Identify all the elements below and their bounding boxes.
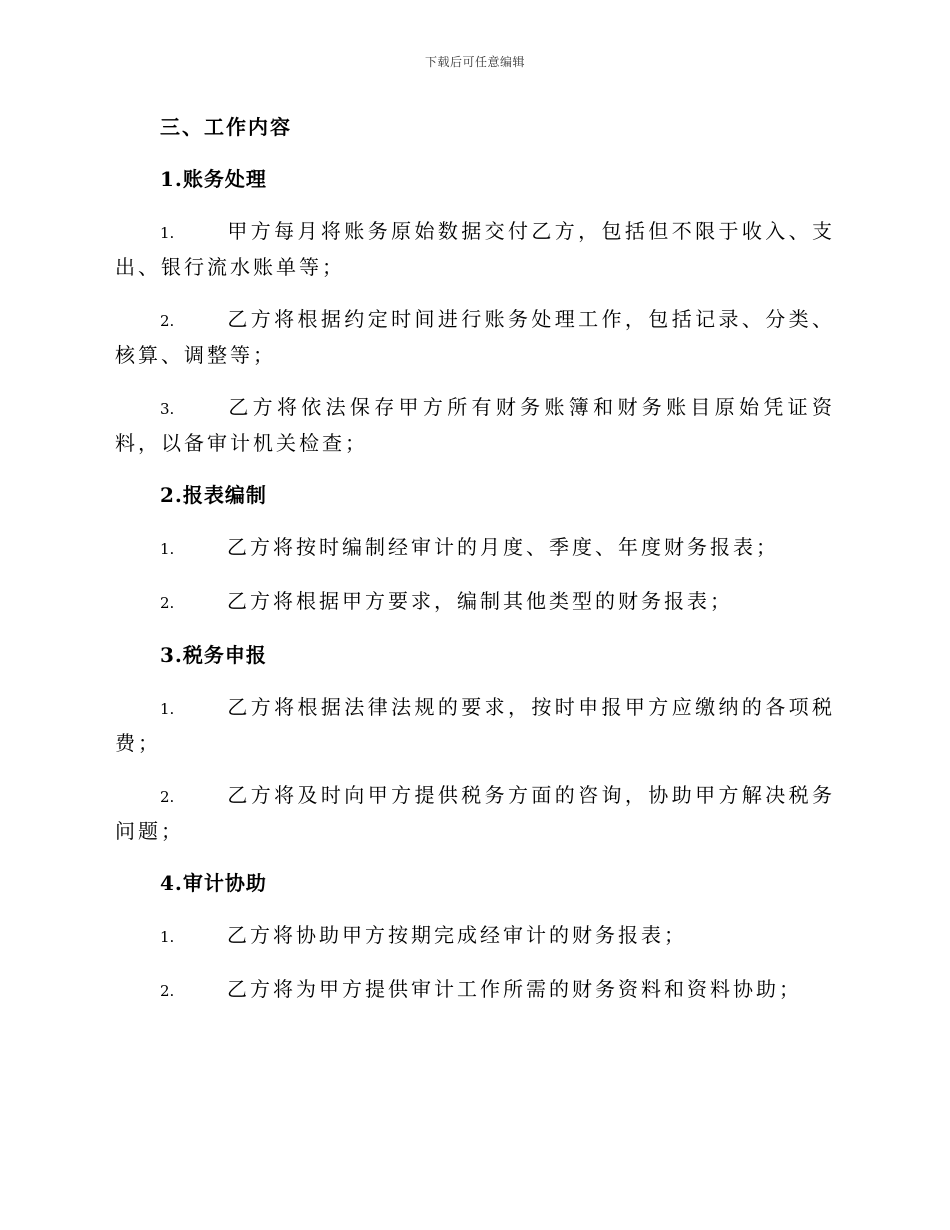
item-number: 2. xyxy=(160,594,175,612)
item-number: 3. xyxy=(160,400,175,418)
subsection-title: 4.审计协助 xyxy=(160,871,267,895)
subsection-title: 1.账务处理 xyxy=(160,167,267,191)
list-item xyxy=(115,778,835,848)
item-text: 甲方每月将账务原始数据交付乙方，包括但不限于收入、支出、银行流水账单等； xyxy=(115,219,835,279)
subsection-title: 3.税务申报 xyxy=(160,643,267,667)
subsection-title: 2.报表编制 xyxy=(160,483,267,507)
item-text: 乙方将按时编制经审计的月度、季度、年度财务报表； xyxy=(227,535,779,559)
list-item xyxy=(115,972,835,1008)
page-header: 下载后可任意编辑 xyxy=(424,55,525,69)
item-number: 2. xyxy=(160,982,175,1000)
item-number: 2. xyxy=(160,312,175,330)
item-text: 乙方将协助甲方按期完成经审计的财务报表； xyxy=(227,923,687,947)
list-item xyxy=(115,302,835,372)
list-item xyxy=(115,690,835,760)
item-text: 乙方将根据甲方要求，编制其他类型的财务报表； xyxy=(227,589,733,613)
item-number: 1. xyxy=(160,928,175,946)
list-item xyxy=(115,918,835,954)
item-number: 1. xyxy=(160,700,175,718)
item-number: 1. xyxy=(160,224,175,242)
subsection-accounting xyxy=(115,162,835,460)
list-item xyxy=(115,214,835,284)
item-text: 乙方将依法保存甲方所有财务账簿和财务账目原始凭证资料，以备审计机关检查； xyxy=(115,395,835,455)
subsection-tax xyxy=(115,638,835,848)
subsection-reporting xyxy=(115,478,835,620)
item-text: 乙方将及时向甲方提供税务方面的咨询，协助甲方解决税务问题； xyxy=(115,783,835,843)
item-text: 乙方将为甲方提供审计工作所需的财务资料和资料协助； xyxy=(227,977,802,1001)
subsection-audit xyxy=(115,866,835,1008)
section-title: 三、工作内容 xyxy=(160,115,292,139)
item-text: 乙方将根据法律法规的要求，按时申报甲方应缴纳的各项税费； xyxy=(115,695,835,755)
list-item xyxy=(115,390,835,460)
item-text: 乙方将根据约定时间进行账务处理工作，包括记录、分类、核算、调整等； xyxy=(115,307,835,367)
item-number: 2. xyxy=(160,788,175,806)
list-item xyxy=(115,584,835,620)
list-item xyxy=(115,530,835,566)
document-body xyxy=(115,110,835,1026)
item-number: 1. xyxy=(160,540,175,558)
